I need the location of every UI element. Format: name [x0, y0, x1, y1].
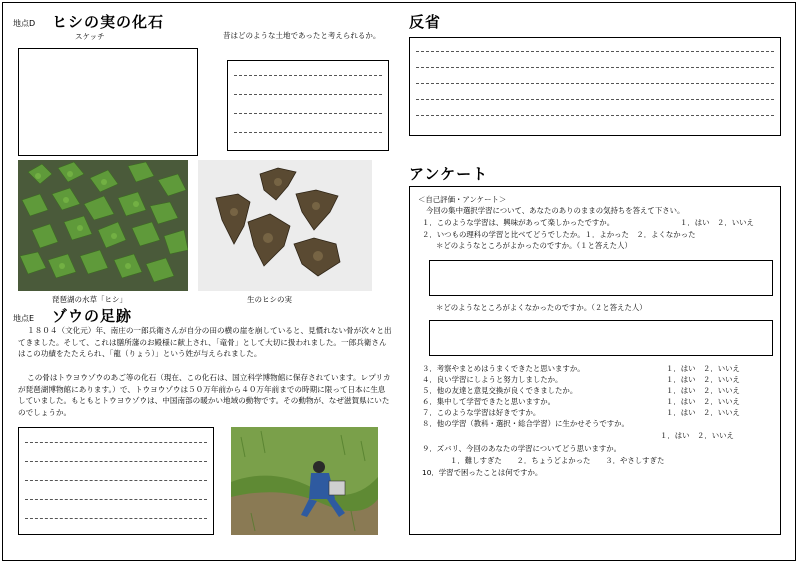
sketch-label: スケッチ — [75, 32, 105, 41]
hishi-plant-caption: 琵琶湖の水草「ヒシ」 — [52, 295, 127, 304]
question-7: ７．このような学習は好きですか。 — [422, 408, 541, 417]
question-2b-answer-box[interactable] — [429, 320, 773, 356]
question-7-options[interactable]: １．はい ２．いいえ — [666, 408, 740, 417]
question-4-options[interactable]: １．はい ２．いいえ — [666, 375, 740, 384]
site-e-answer-box[interactable] — [18, 427, 214, 535]
survey-header: ＜自己評価・アンケート＞ — [418, 195, 507, 204]
site-e-label: 地点E — [13, 314, 35, 323]
hishi-nuts-caption: 生のヒシの実 — [247, 295, 292, 304]
site-e-paragraph-2: この骨はトウヨウゾウのあご等の化石（現在、この化石は、国立科学博物館に保存されています。レプリカが琵琶湖博物館にあります。）で、トウヨウゾウは５０万年前から４０万年前までの時期に限って日本に生息していました。もともとトウヨウゾウは、中国南部の暖かい地域の動物です。その動物が、なぜ滋賀県にいたのでしょうか。 — [18, 373, 391, 417]
site-d-label: 地点D — [13, 19, 36, 28]
survey-title: アンケート — [409, 165, 489, 183]
question-1-options[interactable]: １．はい ２．いいえ — [680, 218, 754, 227]
question-9-options[interactable]: １．難しすぎた ２．ちょうどよかった ３．やさしすぎた — [450, 456, 665, 465]
question-5-options[interactable]: １．はい ２．いいえ — [666, 386, 740, 395]
site-d-title: ヒシの実の化石 — [52, 13, 165, 31]
land-answer-box[interactable] — [227, 60, 389, 151]
question-2: ２．いつもの理科の学習と比べてどうでしたか。１．よかった ２．よくなかった — [422, 230, 696, 239]
question-8: ８．他の学習（教科・選択・総合学習）に生かせそうですか。 — [422, 419, 629, 428]
question-6-options[interactable]: １．はい ２．いいえ — [666, 397, 740, 406]
question-4: ４．良い学習にしようと努力しましたか。 — [422, 375, 563, 384]
question-5: ５．他の友達と意見交換が良くできましたか。 — [422, 386, 578, 395]
hishi-nuts-photo — [198, 160, 372, 291]
question-2b: ＊どのようなところがよくなかったのですか。（２と答えた人） — [436, 303, 647, 312]
reflection-box[interactable] — [409, 37, 781, 136]
question-10: 10．学習で困ったことは何ですか。 — [422, 468, 543, 477]
question-9: ９．ズバリ、今回のあなたの学習についてどう思いますか。 — [422, 444, 622, 453]
hishi-plant-photo — [18, 160, 188, 291]
question-3-options[interactable]: １．はい ２．いいえ — [666, 364, 740, 373]
question-8-options[interactable]: １．はい ２．いいえ — [660, 431, 734, 440]
footprint-site-photo — [231, 427, 378, 535]
survey-box — [409, 186, 781, 535]
question-1: １．このような学習は、興味があって楽しかったですか。 — [422, 218, 615, 227]
reflection-title: 反省 — [409, 13, 442, 31]
sketch-box[interactable] — [18, 48, 198, 156]
site-e-title: ゾウの足跡 — [52, 307, 133, 325]
land-question: 昔はどのような土地であったと考えられるか。 — [223, 31, 381, 40]
survey-intro: 今回の集中選択学習について、あなたのありのままの気持ちを答えて下さい。 — [426, 206, 685, 215]
question-2a-answer-box[interactable] — [429, 260, 773, 296]
question-2a: ＊どのようなところがよかったのですか。（１と答えた人） — [436, 241, 632, 250]
question-6: ６．集中して学習できたと思いますか。 — [422, 397, 556, 406]
question-3: ３．考察やまとめはうまくできたと思いますか。 — [422, 364, 585, 373]
site-e-paragraph-1: １８０４（文化元）年、南庄の一郎兵衛さんが自分の田の横の崖を崩していると、見慣れない骨が次々と出てきました。そして、これは膳所藩のお殿様に献上され、「竜骨」として大切に扱われました。一郎兵衛さんはこの功績をたたえられ、「龍（りょう）」という姓が与えられました。 — [18, 326, 392, 359]
